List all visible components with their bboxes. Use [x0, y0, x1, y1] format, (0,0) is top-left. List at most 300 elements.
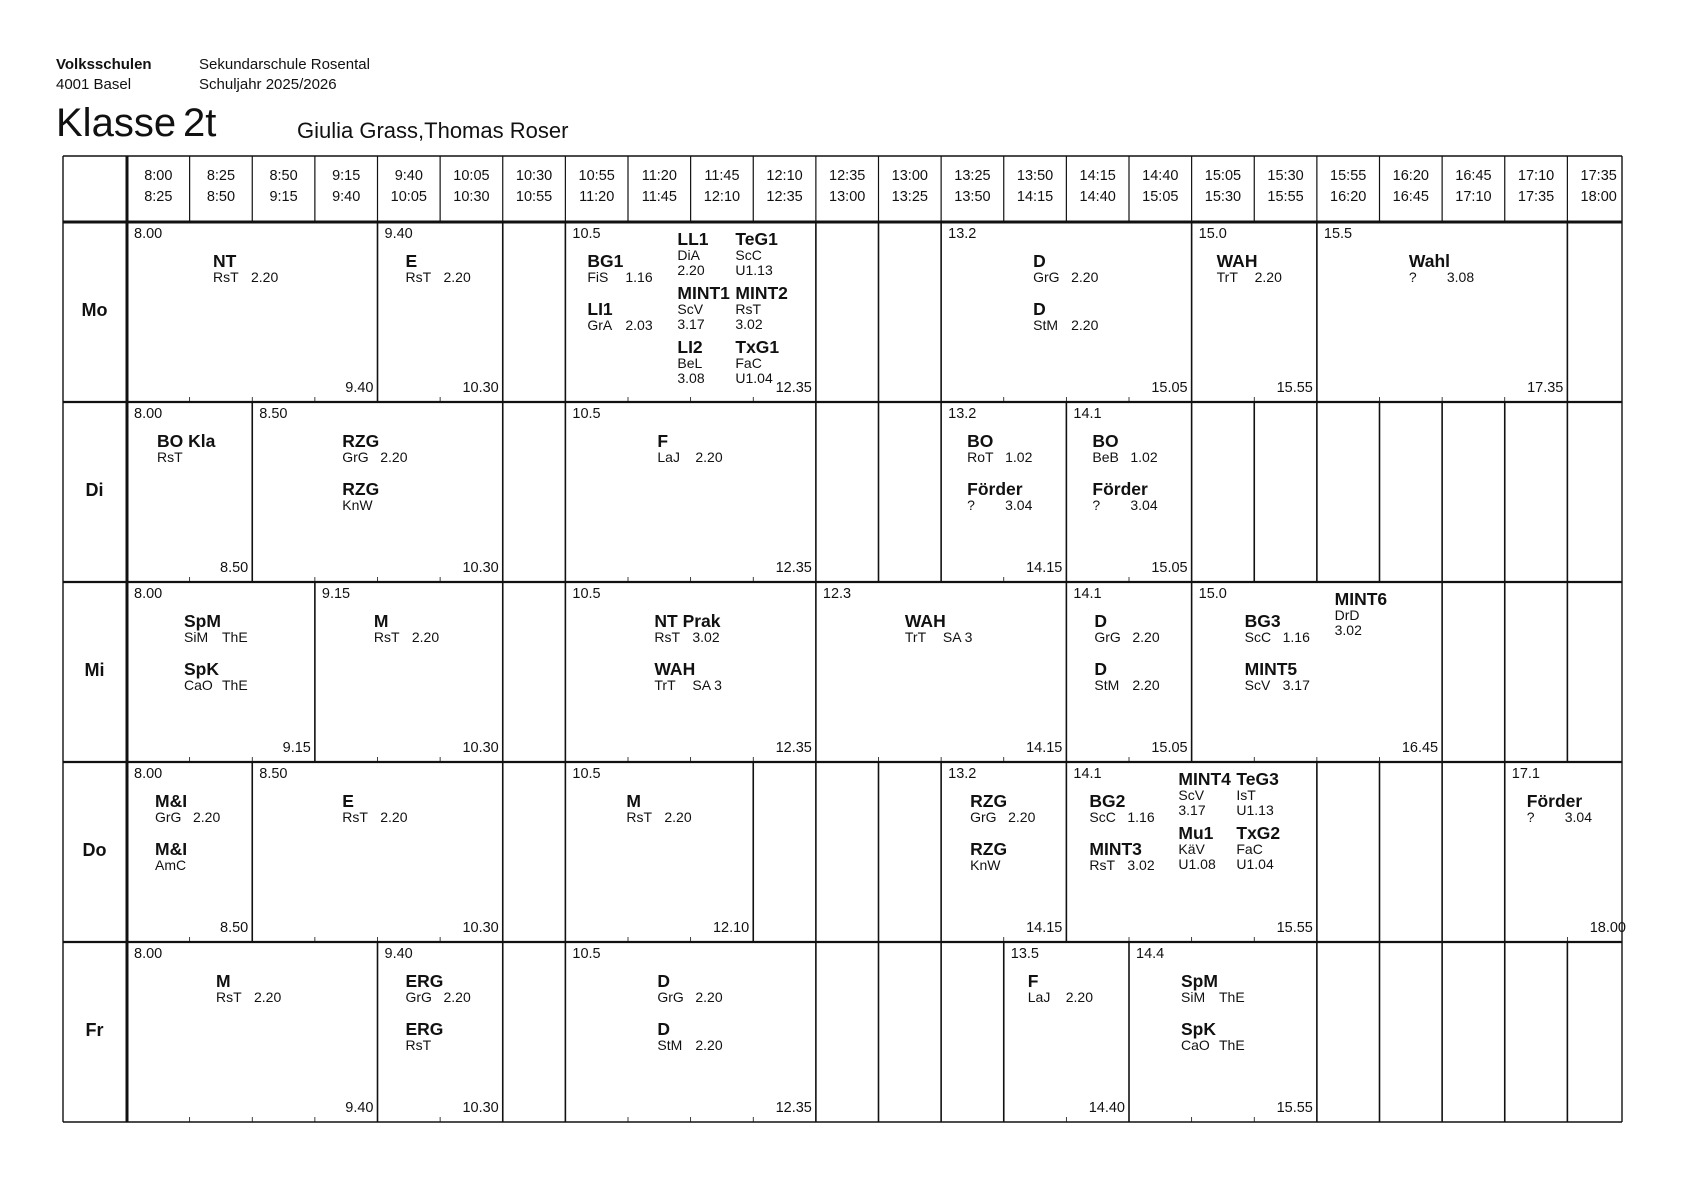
- subject-entry: [1409, 252, 1474, 285]
- subject-teacher: TrT: [904, 629, 927, 645]
- subject-teacher: RsT: [654, 629, 681, 645]
- subject-name: M: [626, 791, 641, 811]
- timeslot-end: 10:55: [515, 189, 553, 205]
- lesson-end-time: 18.00: [1589, 920, 1626, 936]
- timeslot-header: [1004, 166, 1067, 208]
- lesson-start-time: 13.2: [948, 406, 977, 422]
- subject-entry: [735, 230, 777, 278]
- lesson-start-time: 13.2: [948, 766, 977, 782]
- lesson-start-time: 17.1: [1511, 766, 1540, 782]
- timeslot-header: [1129, 166, 1192, 208]
- subject-details: [967, 450, 1032, 465]
- subject-teacher: LaJ: [657, 449, 680, 465]
- timeslot-start: 11:45: [704, 168, 740, 184]
- timeslot-header: [127, 166, 190, 208]
- subject-teacher: GrG: [970, 809, 997, 825]
- subject-entry: [654, 660, 722, 693]
- subject-room: SA 3: [692, 677, 722, 693]
- subject-name: M: [216, 971, 231, 991]
- subject-name: E: [342, 791, 354, 811]
- timeslot-header: [1066, 166, 1129, 208]
- subject-name: TxG2: [1236, 823, 1281, 843]
- subject-room: 2.20: [380, 449, 408, 465]
- day-label-mi: Mi: [84, 660, 105, 680]
- subject-details: [1094, 630, 1159, 645]
- subject-teacher: RsT: [216, 989, 242, 1005]
- subject-teacher: StM: [1094, 677, 1120, 693]
- subject-teacher: KnW: [970, 857, 1001, 873]
- subject-room: ThE: [1219, 1037, 1245, 1053]
- subject-details: [970, 858, 1008, 873]
- subject-entry: [1181, 1020, 1245, 1053]
- subject-details: [155, 858, 193, 873]
- subject-name: LI2: [677, 337, 703, 357]
- school-block: [199, 55, 370, 95]
- subject-name: WAH: [654, 659, 696, 679]
- timeslot-header: [1192, 166, 1255, 208]
- lesson-end-time: 12.10: [712, 920, 750, 936]
- subject-room: 3.17: [1282, 677, 1310, 693]
- lesson-block[interactable]: [565, 582, 816, 762]
- subject-teacher: BeL: [677, 355, 703, 371]
- subject-teacher: RsT: [342, 809, 368, 825]
- lesson-end-time: 12.35: [775, 380, 812, 396]
- lesson-block[interactable]: [941, 222, 1192, 402]
- lesson-block[interactable]: [252, 402, 503, 582]
- timeslot-start: 17:10: [1517, 168, 1555, 184]
- subject-entry: [342, 792, 407, 825]
- timeslot-end: 13:00: [829, 189, 866, 205]
- lesson-block[interactable]: [127, 942, 378, 1122]
- subject-details: [626, 810, 691, 825]
- subject-name: TeG1: [735, 229, 778, 249]
- lesson-end-time: 8.50: [220, 560, 249, 576]
- subject-room: 2.20: [251, 269, 279, 285]
- subject-teacher: RsT: [1089, 857, 1116, 873]
- lesson-end-time: 8.50: [220, 920, 249, 936]
- timeslot-end: 17:35: [1517, 189, 1555, 205]
- timeslot-header: [691, 166, 754, 208]
- lesson-end-time: 15.55: [1276, 1100, 1313, 1116]
- subject-teacher: RsT: [405, 269, 432, 285]
- subject-name: NT Prak: [654, 611, 721, 631]
- lesson-start-time: 8.00: [134, 946, 163, 962]
- lesson-start-time: 10.5: [572, 586, 601, 602]
- subject-name: BO Kla: [157, 431, 216, 451]
- subject-room: 2.20: [1065, 989, 1093, 1005]
- lesson-start-time: 8.00: [134, 406, 163, 422]
- lesson-block[interactable]: [1066, 762, 1317, 942]
- subject-room: 3.08: [1446, 269, 1475, 285]
- subject-room: 1.02: [1130, 449, 1158, 465]
- subject-details: [1033, 270, 1098, 285]
- lesson-block[interactable]: [378, 942, 503, 1122]
- lesson-end-time: 15.05: [1151, 380, 1188, 396]
- lesson-start-time: 9.40: [384, 946, 413, 962]
- subject-details: [1028, 990, 1093, 1005]
- lesson-block[interactable]: [1066, 582, 1191, 762]
- subject-room: 3.17: [677, 316, 705, 332]
- lesson-block[interactable]: [378, 222, 503, 402]
- lesson-block[interactable]: [127, 402, 252, 582]
- subject-name: BG3: [1244, 611, 1281, 631]
- subject-entry: [157, 432, 215, 465]
- subject-room: 3.04: [1130, 497, 1158, 513]
- lesson-block[interactable]: [565, 222, 816, 402]
- subject-teacher: LaJ: [1027, 989, 1051, 1005]
- subject-details: [657, 1038, 722, 1053]
- timeslot-start: 14:15: [1079, 168, 1116, 184]
- subject-room: 3.08: [677, 370, 705, 386]
- subject-entry: [657, 1020, 722, 1053]
- subject-name: LI1: [587, 299, 613, 319]
- subject-details: [342, 450, 407, 465]
- subject-details: [587, 318, 652, 333]
- school-name: Sekundarschule Rosental: [199, 56, 370, 73]
- subject-room: SA 3: [942, 629, 973, 645]
- subject-entry: [905, 612, 973, 645]
- subject-details: [157, 450, 215, 465]
- subject-details: [967, 498, 1032, 513]
- subject-name: Förder: [967, 479, 1023, 499]
- subject-name: Förder: [1092, 479, 1148, 499]
- subject-teacher: FaC: [735, 355, 762, 371]
- lesson-end-time: 10.30: [462, 740, 499, 756]
- subject-name: M: [373, 611, 389, 631]
- subject-entry: [184, 660, 248, 693]
- lesson-start-time: 15.0: [1198, 226, 1227, 242]
- timeslot-header: [190, 166, 253, 208]
- timeslot-end: 12:10: [703, 189, 741, 205]
- lesson-block[interactable]: [1004, 942, 1129, 1122]
- subject-teacher: FiS: [587, 269, 609, 285]
- lesson-start-time: 9.40: [384, 226, 413, 242]
- subject-details: [406, 1038, 444, 1053]
- subject-teacher: GrG: [342, 449, 369, 465]
- lesson-end-time: 10.30: [462, 920, 499, 936]
- subject-name: MINT6: [1334, 589, 1388, 609]
- subject-room: 2.20: [677, 262, 705, 278]
- subject-name: SpM: [184, 611, 221, 631]
- subject-room: U1.04: [735, 370, 773, 386]
- lesson-end-time: 12.35: [775, 1100, 812, 1116]
- subject-room: 2.20: [1254, 269, 1282, 285]
- subject-entry: [1092, 432, 1157, 465]
- subject-room: ThE: [1219, 989, 1245, 1005]
- timeslot-end: 11:20: [579, 189, 615, 205]
- subject-room: 3.02: [735, 316, 763, 332]
- subject-teacher: CaO: [1181, 1037, 1210, 1053]
- subject-name: M&I: [155, 839, 188, 859]
- subject-teacher: ?: [1408, 269, 1417, 285]
- lesson-end-time: 15.55: [1276, 920, 1313, 936]
- timeslot-start: 16:20: [1392, 168, 1429, 184]
- lesson-block[interactable]: [941, 402, 1066, 582]
- class-id: 2t: [183, 101, 217, 145]
- subject-details: [1094, 678, 1159, 693]
- lesson-block[interactable]: [252, 762, 503, 942]
- timeslot-header: [378, 166, 441, 208]
- subject-entry: [1245, 612, 1310, 645]
- lesson-start-time: 15.0: [1198, 586, 1227, 602]
- subject-room: U1.13: [1236, 802, 1274, 818]
- subject-name: RZG: [970, 791, 1008, 811]
- subject-entry: [657, 972, 722, 1005]
- day-label-fr: Fr: [85, 1020, 104, 1040]
- timeslot-start: 9:15: [332, 168, 361, 184]
- subject-name: D: [1033, 299, 1046, 319]
- timeslot-start: 10:55: [578, 168, 615, 184]
- subject-teacher: ?: [1526, 809, 1535, 825]
- lesson-end-time: 14.40: [1088, 1100, 1125, 1116]
- subject-entry: [970, 792, 1035, 825]
- subject-entry: [677, 230, 708, 278]
- subject-entry: [1178, 824, 1215, 872]
- subject-name: SpM: [1181, 971, 1218, 991]
- timeslot-header: [1442, 166, 1505, 208]
- lesson-end-time: 15.05: [1151, 740, 1188, 756]
- subject-name: ERG: [405, 971, 444, 991]
- subject-entry: [1092, 480, 1157, 513]
- subject-entry: [406, 252, 471, 285]
- subject-teacher: TrT: [1216, 269, 1238, 285]
- lesson-start-time: 13.5: [1010, 946, 1039, 962]
- lesson-start-time: 15.5: [1323, 226, 1353, 242]
- timeslot-end: 18:00: [1580, 189, 1617, 205]
- subject-details: [657, 450, 722, 465]
- lesson-start-time: 13.2: [948, 226, 977, 242]
- subject-entry: [1094, 612, 1159, 645]
- timeslot-start: 13:50: [1016, 168, 1054, 184]
- subject-entry: [967, 432, 1032, 465]
- lesson-start-time: 8.00: [134, 586, 163, 602]
- subject-name: MINT5: [1244, 659, 1298, 679]
- lesson-start-time: 9.15: [321, 586, 351, 602]
- timeslot-end: 16:45: [1392, 189, 1429, 205]
- subject-name: SpK: [184, 659, 219, 679]
- subject-details: [374, 630, 439, 645]
- subject-teacher: RoT: [967, 449, 994, 465]
- subject-name: LL1: [677, 229, 709, 249]
- lesson-start-time: 10.5: [572, 226, 601, 242]
- subject-entry: [1089, 792, 1154, 825]
- timeslot-end: 11:45: [641, 189, 677, 205]
- lesson-start-time: 14.1: [1073, 586, 1102, 602]
- subject-entry: [1245, 660, 1310, 693]
- lesson-block[interactable]: [1505, 762, 1630, 942]
- subject-room: 3.04: [1005, 497, 1033, 513]
- subject-entry: [1178, 770, 1231, 818]
- lesson-block[interactable]: [816, 582, 1067, 762]
- subject-teacher: ScC: [1244, 629, 1272, 645]
- org-block: [56, 55, 152, 95]
- lesson-end-time: 9.40: [345, 1100, 374, 1116]
- lesson-block[interactable]: [127, 582, 315, 762]
- timeslot-start: 16:45: [1455, 168, 1492, 184]
- subject-name: RZG: [342, 479, 380, 499]
- lesson-end-time: 17.35: [1527, 380, 1564, 396]
- timeslot-start: 14:40: [1142, 168, 1179, 184]
- subject-room: 1.16: [1282, 629, 1310, 645]
- subject-name: RZG: [970, 839, 1008, 859]
- lesson-end-time: 14.15: [1026, 740, 1063, 756]
- subject-room: 2.20: [695, 449, 723, 465]
- subject-name: NT: [213, 251, 237, 271]
- day-label-di: Di: [85, 480, 104, 500]
- lesson-block[interactable]: [1192, 222, 1317, 402]
- timeslot-header: [315, 166, 378, 208]
- timeslot-end: 13:25: [891, 189, 928, 205]
- lesson-start-time: 14.4: [1136, 946, 1165, 962]
- subject-name: F: [1027, 971, 1039, 991]
- subject-details: [1181, 1038, 1245, 1053]
- subject-name: BG2: [1089, 791, 1126, 811]
- subject-details: [342, 810, 407, 825]
- subject-teacher: RsT: [213, 269, 239, 285]
- timeslot-end: 13:50: [954, 189, 991, 205]
- subject-details: [654, 678, 722, 693]
- subject-teacher: GrG: [657, 989, 684, 1005]
- subject-teacher: GrG: [1094, 629, 1121, 645]
- subject-teacher: TrT: [654, 677, 676, 693]
- lesson-end-time: 10.30: [462, 560, 499, 576]
- subject-teacher: IsT: [1236, 787, 1256, 803]
- lesson-block[interactable]: [1129, 942, 1317, 1122]
- subject-room: U1.04: [1236, 856, 1274, 872]
- subject-room: 1.16: [625, 269, 653, 285]
- subject-teacher: RsT: [735, 301, 762, 317]
- lesson-block[interactable]: [565, 942, 816, 1122]
- subject-room: 2.20: [1071, 317, 1099, 333]
- subject-teacher: ?: [967, 497, 975, 513]
- timeslot-start: 10:05: [453, 168, 490, 184]
- timeslot-end: 14:15: [1016, 189, 1054, 205]
- timeslot-header: [1254, 166, 1317, 208]
- lesson-end-time: 9.15: [282, 740, 311, 756]
- timeslot-start: 15:05: [1204, 168, 1242, 184]
- timeslot-header: [440, 166, 503, 208]
- subject-details: [155, 810, 220, 825]
- timeslot-header: [1380, 166, 1443, 208]
- subject-room: ThE: [222, 677, 248, 693]
- subject-name: M&I: [155, 791, 188, 811]
- timeslot-start: 17:35: [1580, 168, 1617, 184]
- lesson-start-time: 8.50: [259, 766, 288, 782]
- subject-room: 3.17: [1178, 802, 1206, 818]
- subject-name: TeG3: [1236, 769, 1279, 789]
- subject-entry: [677, 284, 730, 332]
- subject-details: [184, 630, 248, 645]
- subject-teacher: StM: [657, 1037, 683, 1053]
- lesson-end-time: 16.45: [1401, 740, 1439, 756]
- subject-entry: [970, 840, 1008, 873]
- subject-entry: [406, 972, 471, 1005]
- subject-room: 2.20: [1132, 629, 1160, 645]
- subject-entry: [735, 338, 779, 386]
- subject-details: [406, 990, 471, 1005]
- subject-teacher: ScC: [1089, 809, 1116, 825]
- lesson-block[interactable]: [127, 762, 252, 942]
- subject-teacher: ScV: [1244, 677, 1271, 693]
- subject-room: 2.20: [193, 809, 221, 825]
- subject-name: F: [657, 431, 669, 451]
- subject-details: [1217, 270, 1282, 285]
- timeslot-end: 15:05: [1142, 189, 1179, 205]
- timeslot-header: [879, 166, 942, 208]
- timeslot-header: [753, 166, 816, 208]
- lesson-block[interactable]: [315, 582, 503, 762]
- timeslot-start: 15:55: [1330, 168, 1367, 184]
- lesson-block[interactable]: [941, 762, 1066, 942]
- subject-name: MINT3: [1089, 839, 1142, 859]
- subject-name: MINT2: [735, 283, 788, 303]
- lesson-block[interactable]: [1192, 582, 1443, 762]
- lesson-block[interactable]: [1317, 222, 1568, 402]
- timeslot-end: 17:10: [1455, 189, 1492, 205]
- timeslot-header: [565, 166, 628, 208]
- subject-details: [216, 990, 281, 1005]
- subject-entry: [1028, 972, 1093, 1005]
- timeslot-header: [503, 166, 566, 208]
- timeslot-start: 15:30: [1267, 168, 1304, 184]
- timeslot-end: 12:35: [766, 189, 803, 205]
- subject-teacher: StM: [1033, 317, 1059, 333]
- subject-teacher: RsT: [405, 1037, 432, 1053]
- subject-teacher: ?: [1092, 497, 1101, 513]
- subject-teacher: ScV: [677, 301, 704, 317]
- subject-entry: [184, 612, 248, 645]
- lesson-start-time: 8.50: [259, 406, 288, 422]
- subject-entry: [1236, 770, 1278, 818]
- subject-room: 2.20: [1132, 677, 1160, 693]
- timeslot-header: [1567, 166, 1630, 208]
- subject-entry: [1217, 252, 1282, 285]
- lesson-block[interactable]: [565, 762, 753, 942]
- timeslot-end: 10:30: [453, 189, 490, 205]
- subject-teacher: RsT: [373, 629, 400, 645]
- timeslot-end: 15:55: [1267, 189, 1304, 205]
- subject-room: 2.20: [1008, 809, 1036, 825]
- day-label-do: Do: [82, 840, 107, 860]
- timeslot-start: 8:50: [269, 168, 298, 184]
- subject-entry: [1033, 252, 1098, 285]
- subject-teacher: BeB: [1092, 449, 1119, 465]
- subject-entry: [967, 480, 1032, 513]
- subject-entry: [1089, 840, 1154, 873]
- timeslot-start: 12:35: [829, 168, 866, 184]
- subject-details: [1092, 498, 1157, 513]
- timeslot-header: [252, 166, 315, 208]
- lesson-start-time: 10.5: [572, 406, 601, 422]
- lesson-end-time: 12.35: [775, 560, 812, 576]
- subject-details: [587, 270, 652, 285]
- school-year: Schuljahr 2025/2026: [199, 76, 337, 93]
- subject-room: 2.20: [664, 809, 692, 825]
- lesson-block[interactable]: [127, 222, 378, 402]
- subject-teacher: DiA: [677, 247, 700, 263]
- lesson-block[interactable]: [565, 402, 816, 582]
- timeslot-end: 8:25: [144, 189, 173, 205]
- org-name: Volksschulen: [56, 56, 152, 73]
- lesson-end-time: 12.35: [775, 740, 812, 756]
- subject-entry: [342, 480, 380, 513]
- lesson-block[interactable]: [1066, 402, 1191, 582]
- subject-room: ThE: [222, 629, 248, 645]
- subject-entry: [677, 338, 704, 386]
- subject-entry: [213, 252, 278, 285]
- subject-entry: [626, 792, 691, 825]
- timeslot-end: 15:30: [1204, 189, 1242, 205]
